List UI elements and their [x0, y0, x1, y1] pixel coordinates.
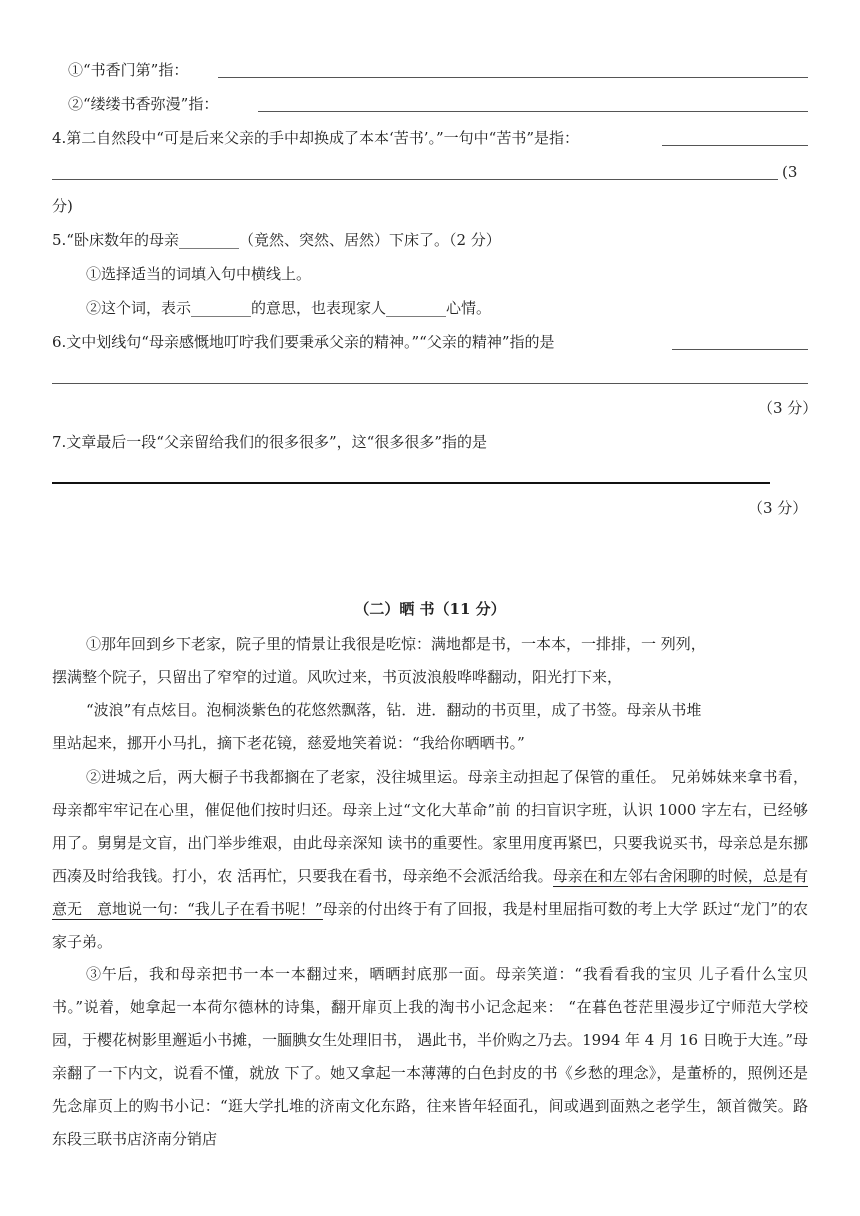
q3-item2-answer-line[interactable] — [258, 110, 808, 112]
q5-item1: ①选择适当的词填入句中横线上。 — [86, 265, 312, 283]
q4-score-b: 分) — [52, 197, 73, 215]
passage-p1-line3: “波浪”有点炫目。泡桐淡紫色的花悠然飘落，钻．进．翻动的书页里，成了书签。母亲从书堆 — [86, 701, 702, 719]
passage-p1-line4: 里站起来，挪开小马扎，摘下老花镜，慈爱地笑着说：“我给你晒晒书。” — [52, 734, 525, 752]
passage-paragraph-3: ③午后，我和母亲把书一本一本翻过来，晒晒封底那一面。母亲笑道：“我看看我的宝贝 儿子看什么宝贝书。”说着，她拿起一本荷尔德林的诗集，翻开扉页上我的淘书小记念起来： “在暮色苍茫里漫步辽宁师范大学校园，于樱花树影里邂逅小书摊，一腼腆女生处理旧书， 遇此书，半价购之乃去。1994 年 4 月 16 日晚于大连。”母亲翻了一下内文，说看不懂，就放 下了。她又拿起一本薄薄的白色封皮的书《乡愁的理念》，是董桥的，照例还是先念扉页上的购书小记：“逛大学扎堆的济南文化东路，往来皆年轻面孔，间或遇到面熟之老学生，颔首微笑。路东段三联书店济南分销店 — [52, 965, 808, 1148]
underlined-sentence: 母亲在和左邻右舍闲聊的时候，总是有意无 意地说一句：“我儿子在看书呢！” — [52, 867, 808, 918]
passage-p2-text: ②进城之后，两大橱子书我都搁在了老家，没往城里运。母亲主动担起了保管的重任。 兄弟姊妹来拿书看，母亲都牢牢记在心里，催促他们按时归还。母亲上过“文化大革命”前 的扫盲识字班，认识 1000 字左右，已经够用了。舅舅是文盲，出门举步维艰，由此母亲深知 读书的重要性。家里用度再紧巴，只要我说买书，母亲总是东挪西凑及时给我钱。打小，农 活再忙，只要我在看书，母亲绝不会派活给我。 — [52, 768, 808, 885]
q6-question: 6.文中划线句“母亲感慨地叮咛我们要秉承父亲的精神。”“父亲的精神”指的是 — [52, 333, 555, 351]
q3-item1-label: ①“书香门第”指： — [68, 61, 189, 79]
passage-title: （二）晒 书（11 分） — [354, 600, 506, 618]
q7-score: （3 分） — [748, 499, 808, 517]
q5-question: 5.“卧床数年的母亲________（竟然、突然、居然）下床了。（2 分） — [52, 231, 501, 249]
q6-answer-line-2[interactable] — [52, 382, 808, 384]
passage-p2-ending: 母亲的付出终于有了回报，我是村里屈指可数的考上大学 跃过“龙门”的农家子弟。 — [52, 900, 808, 951]
q4-score-a: (3 — [782, 163, 798, 181]
passage-paragraph-2 — [52, 761, 808, 959]
q3-item1-answer-line[interactable] — [218, 76, 808, 78]
q4-answer-line-2[interactable] — [52, 178, 778, 180]
q7-answer-line[interactable] — [52, 482, 770, 484]
q5-item2: ②这个词，表示________的意思，也表现家人________心情。 — [86, 299, 492, 317]
q6-score: （3 分） — [758, 399, 818, 417]
q4-answer-line-1[interactable] — [662, 144, 808, 146]
q6-answer-line-1[interactable] — [672, 348, 808, 350]
passage-p1-line2: 摆满整个院子，只留出了窄窄的过道。风吹过来，书页波浪般哗哗翻动，阳光打下来， — [52, 668, 623, 686]
q7-question: 7.文章最后一段“父亲留给我们的很多很多”，这“很多很多”指的是 — [52, 433, 487, 451]
q4-question: 4.第二自然段中“可是后来父亲的手中却换成了本本‘苦书’。”一句中“苦书”是指： — [52, 129, 580, 147]
q3-item2-label: ②“缕缕书香弥漫”指： — [68, 95, 219, 113]
passage-p1-line1: ①那年回到乡下老家，院子里的情景让我很是吃惊：满地都是书，一本本，一排排，一 列列， — [86, 635, 706, 653]
